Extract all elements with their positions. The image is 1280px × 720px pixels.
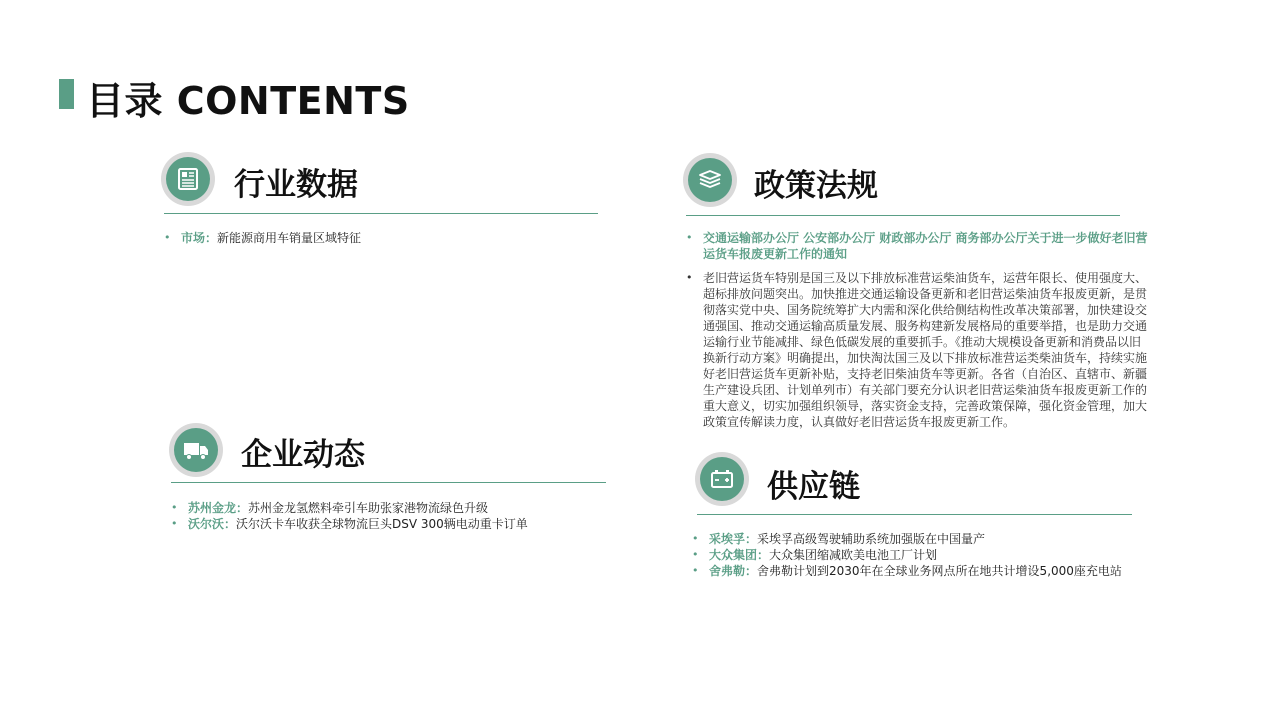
enterprise-section-title: 企业动态 <box>241 437 365 473</box>
page-title: 目录 CONTENTS <box>86 79 410 123</box>
battery-icon <box>709 466 735 492</box>
list-item <box>692 563 1132 579</box>
industry-divider <box>164 213 598 214</box>
enterprise-list <box>171 500 601 532</box>
list-item <box>692 547 1132 563</box>
supply-list <box>692 531 1132 579</box>
list-item <box>686 230 1148 262</box>
enterprise-icon-badge <box>169 423 223 477</box>
list-item <box>171 516 601 532</box>
industry-list <box>164 230 594 246</box>
newspaper-icon <box>175 166 201 192</box>
item-label: 采埃孚： <box>709 532 758 546</box>
item-text: 沃尔沃卡车收获全球物流巨头DSV 300辆电动重卡订单 <box>236 517 528 531</box>
item-label: 沃尔沃： <box>188 517 237 531</box>
item-label: 苏州金龙： <box>188 501 249 515</box>
notice-title: 交通运输部办公厅 公安部办公厅 财政部办公厅 商务部办公厅关于进一步做好老旧营运货车报废更新工作的通知 <box>703 231 1148 261</box>
list-item <box>692 531 1132 547</box>
policy-section-title: 政策法规 <box>754 168 878 204</box>
item-label: 大众集团： <box>709 548 770 562</box>
title-accent-bar <box>59 79 74 109</box>
industry-section-title: 行业数据 <box>234 167 358 203</box>
supply-section-title: 供应链 <box>767 469 860 505</box>
truck-icon <box>182 437 210 463</box>
policy-divider <box>686 215 1120 216</box>
stack-icon <box>697 167 723 193</box>
item-text: 舍弗勒计划到2030年在全球业务网点所在地共计增设5,000座充电站 <box>757 564 1122 578</box>
industry-icon-badge <box>161 152 215 206</box>
list-item <box>164 230 594 246</box>
item-label: 舍弗勒： <box>709 564 758 578</box>
item-text: 苏州金龙氢燃料牵引车助张家港物流绿色升级 <box>248 501 489 515</box>
list-item <box>171 500 601 516</box>
policy-list <box>686 230 1148 430</box>
item-text: 新能源商用车销量区域特征 <box>217 231 362 245</box>
item-text: 大众集团缩减欧美电池工厂计划 <box>769 548 938 562</box>
enterprise-divider <box>171 482 606 483</box>
supply-divider <box>697 514 1132 515</box>
policy-body-text: 老旧营运货车特别是国三及以下排放标准营运柴油货车，运营年限长、使用强度大、超标排放问题突出。加快推进交通运输设备更新和老旧营运柴油货车报废更新，是贯彻落实党中央、国务院统筹扩大内需和深化供给侧结构性改革决策部署，加快建设交通强国、推动交通运输高质量发展、服务构建新发展格局的重要举措，也是助力交通运输行业节能减排、绿色低碳发展的重要抓手。《推动大规模设备更新和消费品以旧换新行动方案》明确提出，加快淘汰国三及以下排放标准营运类柴油货车，持续实施好老旧营运货车更新补贴，支持老旧柴油货车等更新。各省（自治区、直辖市、新疆生产建设兵团、计划单列市）有关部门要充分认识老旧营运柴油货车报废更新工作的重大意义，切实加强组织领导，落实资金支持，完善政策保障，强化资金管理，加大政策宣传解读力度，认真做好老旧营运货车报废更新工作。 <box>703 271 1148 429</box>
list-item <box>686 270 1148 430</box>
policy-icon-badge <box>683 153 737 207</box>
item-text: 采埃孚高级驾驶辅助系统加强版在中国量产 <box>757 532 986 546</box>
item-label: 市场： <box>181 231 218 245</box>
supply-icon-badge <box>695 452 749 506</box>
